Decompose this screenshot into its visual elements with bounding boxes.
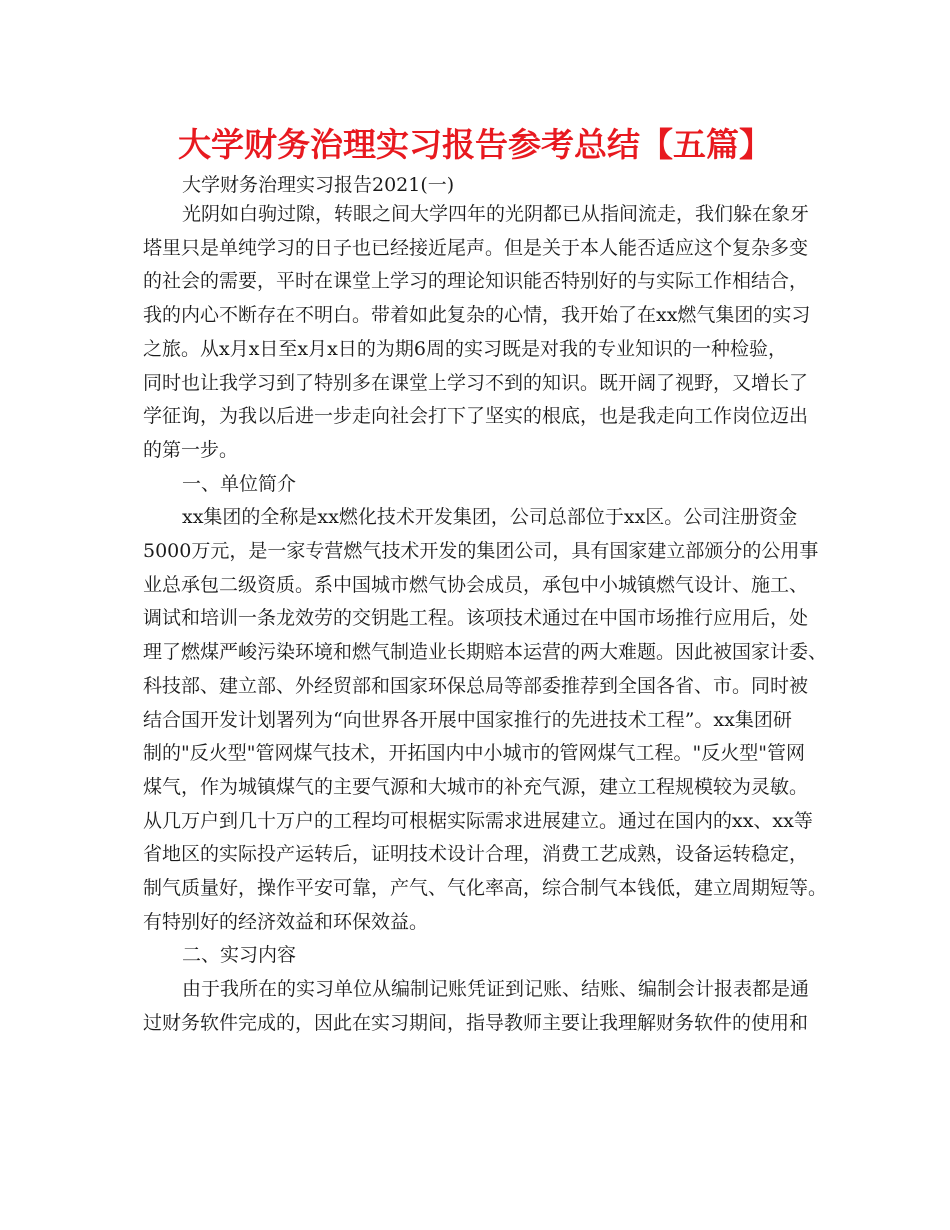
paragraph-line: 由于我所在的实习单位从编制记账凭证到记账、结账、编制会计报表都是通 — [182, 978, 810, 1001]
paragraph-line: 理了燃煤严峻污染环境和燃气制造业长期赔本运营的两大难题。因此被国家计委、 — [143, 641, 828, 664]
paragraph-line: 光阴如白驹过隙，转眼之间大学四年的光阴都已从指间流走，我们躲在象牙 — [182, 203, 810, 225]
paragraph-line: 过财务软件完成的，因此在实习期间，指导教师主要让我理解财务软件的使用和 — [143, 1011, 809, 1034]
paragraph-line: 我的内心不断存在不明白。带着如此复杂的心情，我开始了在xx燃气集团的实习 — [143, 304, 811, 327]
document-subtitle: 大学财务治理实习报告2021(一) — [182, 174, 455, 196]
paragraph-line: 调试和培训一条龙效劳的交钥匙工程。该项技术通过在中国市场推行应用后，处 — [143, 607, 809, 630]
paragraph-line: 制气质量好，操作平安可靠，产气、气化率高，综合制气本钱低，建立周期短等。 — [143, 877, 828, 899]
paragraph-line: 5000万元，是一家专营燃气技术开发的集团公司，具有国家建立部颁分的公用事 — [143, 540, 819, 562]
paragraph-line: xx集团的全称是xx燃化技术开发集团，公司总部位于xx区。公司注册资金 — [182, 506, 798, 529]
paragraph-line: 的第一步。 — [143, 438, 239, 461]
paragraph-line: 制的"反火型"管网煤气技术，开拓国内中小城市的管网煤气工程。"反火型"管网 — [143, 742, 805, 765]
paragraph-line: 同时也让我学习到了特别多在课堂上学习不到的知识。既开阔了视野，又增长了 — [143, 371, 809, 394]
paragraph-line: 煤气，作为城镇煤气的主要气源和大城市的补充气源，建立工程规模较为灵敏。 — [143, 775, 809, 798]
paragraph-line: 业总承包二级资质。系中国城市燃气协会成员，承包中小城镇燃气设计、施工、 — [143, 573, 809, 596]
paragraph-line: 学征询，为我以后进一步走向社会打下了坚实的根底，也是我走向工作岗位迈出 — [143, 405, 809, 428]
paragraph-line: 之旅。从x月x日至x月x日的为期6周的实习既是对我的专业知识的一种检验， — [143, 337, 787, 360]
paragraph-line: 省地区的实际投产运转后，证明技术设计合理，消费工艺成熟，设备运转稳定， — [143, 843, 809, 866]
paragraph-line: 塔里只是单纯学习的日子也已经接近尾声。但是关于本人能否适应这个复杂多变 — [143, 236, 809, 259]
paragraph-line: 科技部、建立部、外经贸部和国家环保总局等部委推荐到全国各省、市。同时被 — [143, 674, 809, 697]
document-title: 大学财务治理实习报告参考总结【五篇】 — [178, 125, 772, 164]
paragraph-line: 结合国开发计划署列为“向世界各开展中国家推行的先进技术工程”。xx集团研 — [143, 708, 792, 731]
paragraph-line: 一、单位简介 — [182, 472, 297, 495]
paragraph-line: 的社会的需要，平时在课堂上学习的理论知识能否特别好的与实际工作相结合， — [143, 270, 809, 293]
paragraph-line: 从几万户到几十万户的工程均可根椐实际需求进展建立。通过在国内的xx、xx等 — [143, 809, 813, 832]
paragraph-line: 二、实习内容 — [182, 944, 297, 967]
paragraph-line: 有特别好的经济效益和环保效益。 — [143, 910, 429, 933]
